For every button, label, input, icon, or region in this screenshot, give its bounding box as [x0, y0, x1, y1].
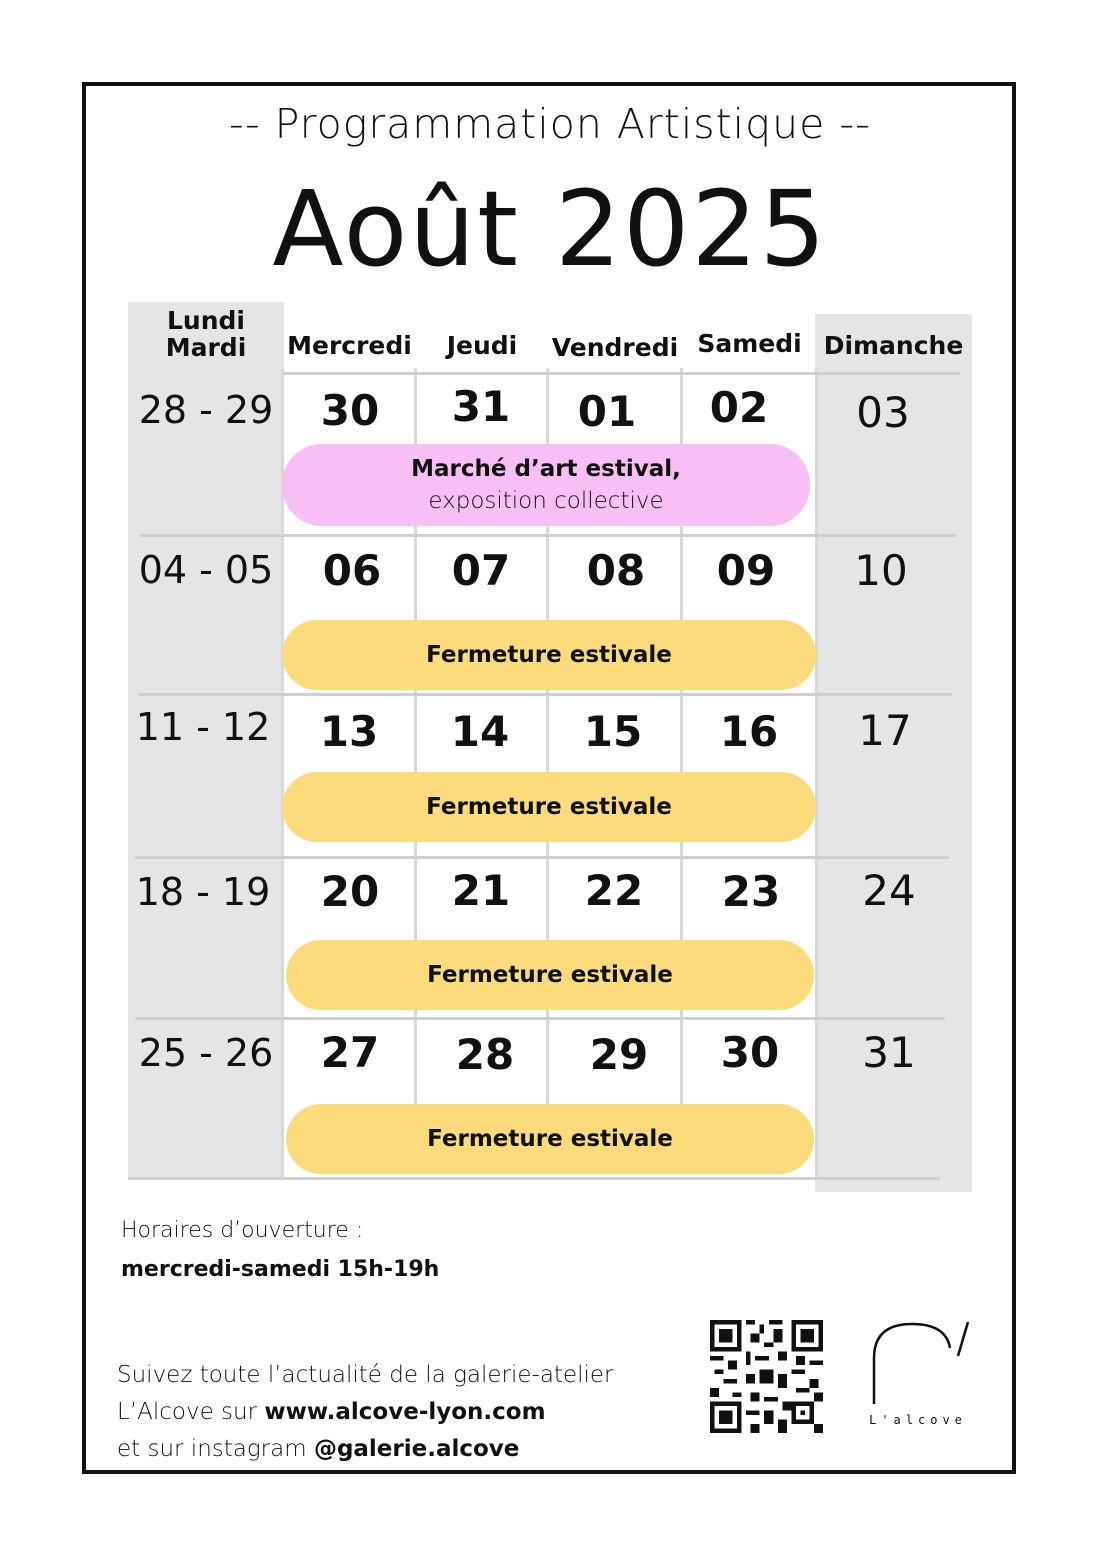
week-2-sat: 09 — [716, 546, 776, 595]
header-samedi: Samedi — [697, 329, 802, 358]
follow-text — [117, 1357, 614, 1468]
grid-line — [140, 534, 956, 537]
event-subtitle: exposition collective — [428, 488, 664, 514]
grid-line — [138, 693, 952, 696]
week-1-sun: 03 — [856, 388, 910, 437]
instagram-link[interactable]: @galerie.alcove — [313, 1436, 520, 1462]
header-mardi: Mardi — [165, 333, 247, 362]
week-3-thu: 14 — [450, 707, 510, 756]
week-5-fri: 29 — [589, 1030, 649, 1079]
header-dimanche: Dimanche — [823, 331, 964, 360]
event-marche-art — [282, 444, 810, 526]
week-2-wed: 06 — [322, 546, 382, 595]
grid-line — [135, 856, 949, 859]
week-1-sat: 02 — [709, 383, 769, 432]
subtitle: -- Programmation Artistique -- — [229, 100, 871, 148]
week-5-thu: 28 — [455, 1030, 515, 1079]
week-2-thu: 07 — [451, 546, 511, 595]
event-fermeture — [286, 1104, 814, 1174]
hours-label: Horaires d’ouverture : — [121, 1218, 364, 1243]
week-3-fri: 15 — [583, 707, 643, 756]
week-5-wed: 27 — [320, 1028, 380, 1077]
week-2-mon-tue: 04 - 05 — [138, 548, 274, 592]
qr-code-icon — [710, 1320, 823, 1433]
week-5-sat: 30 — [720, 1028, 780, 1077]
event-title: Fermeture estivale — [427, 1126, 673, 1152]
event-fermeture — [282, 772, 816, 842]
grid-line — [128, 1177, 940, 1180]
week-4-sat: 23 — [721, 867, 781, 916]
week-3-wed: 13 — [319, 707, 379, 756]
follow-line-2: L’Alcove sur — [117, 1399, 265, 1425]
week-2-fri: 08 — [586, 546, 646, 595]
week-2-sun: 10 — [854, 546, 908, 595]
follow-line-3: et sur instagram — [117, 1436, 314, 1462]
header-vendredi: Vendredi — [551, 333, 679, 362]
event-title: Fermeture estivale — [426, 642, 672, 668]
event-title: Marché d’art estival, — [411, 456, 681, 482]
header-mercredi: Mercredi — [287, 331, 412, 360]
website-link[interactable]: www.alcove-lyon.com — [264, 1399, 546, 1425]
header-jeudi: Jeudi — [446, 331, 518, 360]
week-1-mon-tue: 28 - 29 — [138, 388, 274, 432]
week-1-thu: 31 — [451, 382, 511, 431]
week-1-wed: 30 — [320, 386, 380, 435]
page-title: Août 2025 — [272, 168, 828, 290]
week-4-mon-tue: 18 - 19 — [135, 870, 271, 914]
logo-text: L'alcove — [869, 1413, 967, 1427]
week-5-sun: 31 — [862, 1028, 916, 1077]
grid-line — [283, 372, 960, 375]
week-1-fri: 01 — [577, 387, 637, 436]
follow-line-1: Suivez toute l’actualité de la galerie-atelier — [117, 1362, 614, 1388]
week-4-wed: 20 — [320, 867, 380, 916]
header-lundi: Lundi — [167, 306, 245, 335]
week-3-sun: 17 — [858, 706, 912, 755]
alcove-logo-icon — [868, 1318, 974, 1408]
week-3-mon-tue: 11 - 12 — [135, 705, 271, 749]
event-title: Fermeture estivale — [426, 794, 672, 820]
event-title: Fermeture estivale — [427, 962, 673, 988]
event-fermeture — [282, 620, 816, 690]
hours-value: mercredi-samedi 15h-19h — [121, 1257, 440, 1282]
week-4-thu: 21 — [451, 866, 511, 915]
week-4-sun: 24 — [862, 866, 916, 915]
grid-line — [135, 1017, 945, 1020]
week-3-sat: 16 — [719, 707, 779, 756]
event-fermeture — [286, 940, 814, 1010]
week-5-mon-tue: 25 - 26 — [138, 1031, 274, 1075]
week-4-fri: 22 — [584, 866, 644, 915]
